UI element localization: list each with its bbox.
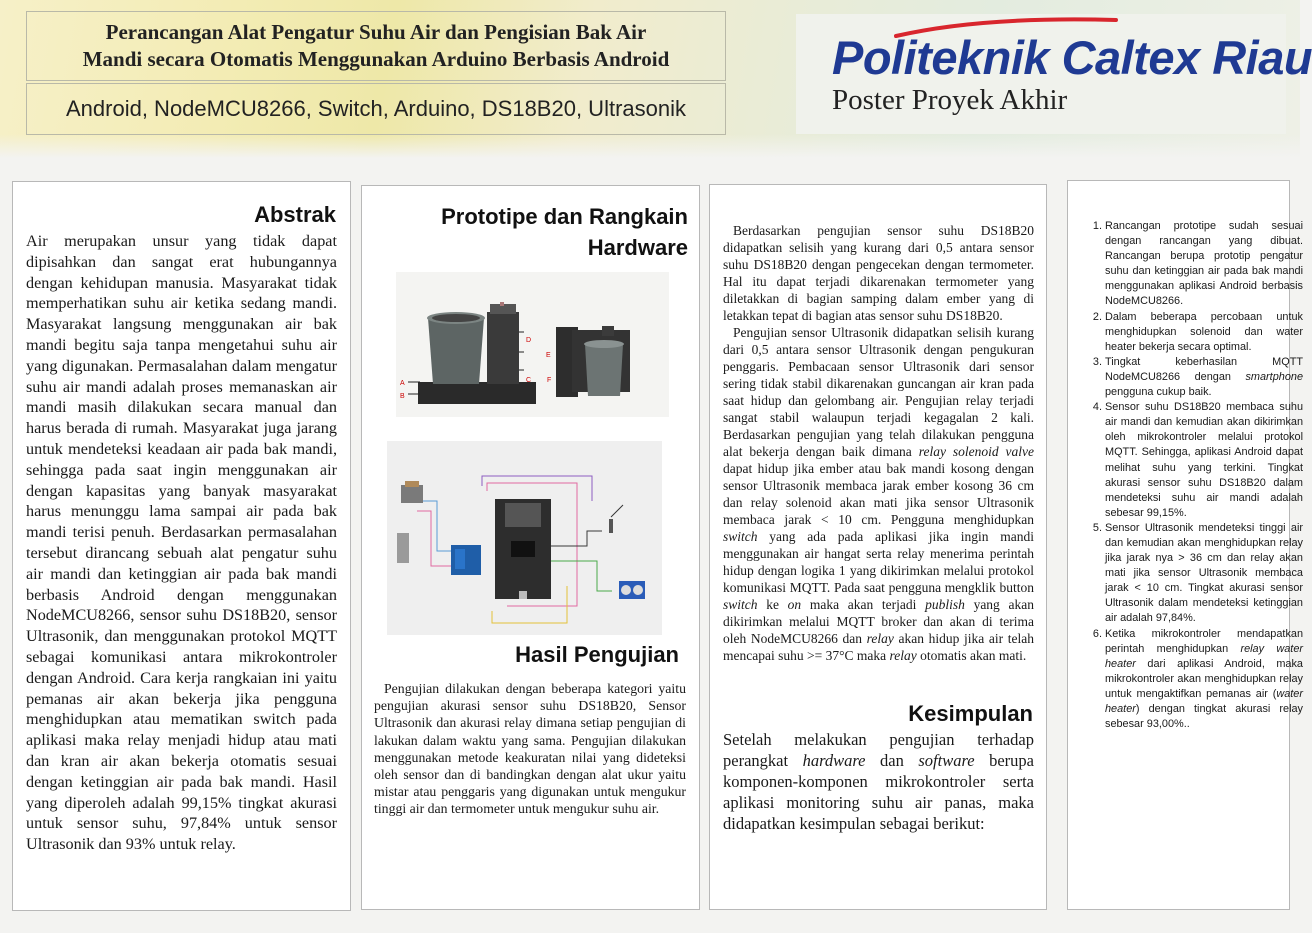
prototype-panel bbox=[361, 185, 700, 910]
discussion-text-segment: dapat hidup jika ember atau bak mandi kosong dengan sensor Ultrasonik membaca jarak ember kosong 36 cm dan relay solenoid akan mati jika sensor Ultrasonik membaca jarak < 10 cm. Pengguna menghidupkan bbox=[723, 461, 1034, 527]
list-text-segment: dari aplikasi Android, maka mikrokontroler akan menghidupkan relay untuk mengaktifkan pemanas air ( bbox=[1105, 657, 1303, 700]
italic-term: publish bbox=[925, 597, 965, 612]
italic-term: on bbox=[787, 597, 802, 612]
conclusion-text-segment: dan bbox=[865, 751, 919, 770]
list-item: 5. Sensor Ultrasonik mendeteksi tinggi air dan kemudian akan menghidupkan relay jika jarak nya > 36 cm dan relay akan mati jika sensor Ultrasonik membaca jarak < 10 cm. Tingkat akurasi sensor Ultrasonik dalam mendeteksi ketinggian air adalah 97,84%. bbox=[1105, 521, 1303, 627]
italic-term: switch bbox=[723, 529, 758, 544]
abstract-heading: Abstrak bbox=[254, 202, 336, 227]
discussion-text-segment: ke bbox=[757, 597, 788, 612]
discussion-text-segment: Pengujian sensor Ultrasonik didapatkan selisih kurang dari 0,5 antara sensor Ultrasonik dengan pengukuran penggaris. Pembacaan sensor Ultrasonik dari sensor sering tidak stabil dikarenakan guncangan air kran pada saat hidup dan gelombang air. Pengujian relay terjadi sangat stabil walaupun terjadi kegagalan 2 kali. Berdasarkan pengujian yang telah dilakukan pengguna alat bekerja dengan baik dimana bbox=[723, 325, 1034, 459]
discussion-text bbox=[723, 222, 1034, 664]
discussion-text-segment: maka akan terjadi bbox=[801, 597, 926, 612]
abstract-text: Air merupakan unsur yang tidak dapat dipisahkan dan sangat erat hubungannya dengan kehidupan manusia. Masyarakat tidak memperhatikan suhu air ketika sedang mandi. Masyarakat langsung menggunakan air bak mandi begitu saja tanpa mengetahui suhu air yang digunakan. Permasalahan dalam mengatur suhu air mandi adalah proses memanaskan air mandi masih dilakukan secara manual dan harus berada di rumah. Masyarakat juga jarang untuk mendeteksi keadaan air pada bak mandi, sehingga pada saat ingin menggunakan air dengan kapasitas yang banyak masyarakat harus menunggu lama sampai air pada bak mandi terisi penuh. Berdasarkan permasalahan tersebut dirancang sebuah alat pengatur suhu air mandi dan ketinggian air pada bak mandi berbasis Android dengan menggunakan NodeMCU8266, sensor suhu DS18B20, sensor Ultrasonik, dan menggunakan protokol MQTT sebagai komunikasi antara mikrokontroler dengan Android. Cara kerja rangkaian ini yaitu pemanas air akan bekerja jika pengguna menghidupkan atau mematikan switch pada aplikasi maka relay menjadi hidup atau mati dan kran air akan bekerja otomatis sesuai dengan ketinggian air pada bak mandi. Hasil yang diperoleh adalah 99,15% tingkat akurasi untuk sensor suhu, 97,84% untuk sensor Ultrasonik dan 93% untuk relay. bbox=[26, 232, 337, 854]
prototype-photo bbox=[396, 272, 669, 417]
prototype-photo-image bbox=[396, 272, 669, 417]
discussion-panel bbox=[709, 184, 1047, 910]
italic-term: relay water heater bbox=[1105, 642, 1304, 670]
discussion-text-segment: yang ada pada aplikasi jika ingin mandi menggunakan air hangat serta relay menerima perintah hidup dengan logika 1 yang dikirimkan melalui protokol komunikasi MQTT. Pada saat pengguna mengklik button bbox=[723, 529, 1034, 595]
conclusion-list bbox=[1078, 219, 1303, 732]
list-text-segment: ) dengan tingkat akurasi relay sebesar 93,00%.. bbox=[1105, 703, 1303, 731]
discussion-text-segment: akan hidup jika air telah mencapai suhu >= 37°C maka bbox=[723, 631, 1035, 663]
italic-term: switch bbox=[723, 597, 758, 612]
list-item: 1. Rancangan prototipe sudah sesuai dengan rancangan yang dibuat. Rancangan berupa prototip pengatur suhu dan ketinggian air pada bak mandi menggunakan aplikasi Android berbasis NodeMCU8266. bbox=[1105, 219, 1303, 310]
conclusion-text-segment: Setelah melakukan pengujian terhadap perangkat bbox=[723, 730, 1034, 770]
prototype-heading: Prototipe dan Rangkain Hardware bbox=[441, 204, 688, 260]
list-item bbox=[1105, 627, 1303, 733]
keywords: Android, NodeMCU8266, Switch, Arduino, DS18B20, Ultrasonik bbox=[66, 96, 686, 121]
conclusion-intro bbox=[723, 729, 1034, 834]
label-e: E bbox=[546, 352, 551, 359]
results-text: Pengujian dilakukan dengan beberapa kategori yaitu pengujian akurasi sensor suhu DS18B20, Sensor Ultrasonik dan akurasi relay dimana setiap pengujian di lakukan dalam waktu yang sama. Pengujian dilakukan menggunakan metode keakuratan nilai yang dideteksi oleh sensor dan di bandingkan dengan alat ukur yaitu mistar atau penggaris yang digunakan untuk mengukur tinggi air dan termometer untuk mengukur suhu air. bbox=[374, 681, 686, 817]
conclusion-text-segment: berupa komponen-komponen mikrokontroler serta aplikasi monitoring suhu air panas, maka didapatkan kesimpulan sebagai berikut: bbox=[723, 751, 1034, 833]
title-line-1: Perancangan Alat Pengatur Suhu Air dan Pengisian Bak Air bbox=[105, 20, 647, 44]
institution-logo bbox=[796, 14, 1312, 134]
italic-term: relay bbox=[866, 631, 894, 646]
list-text-segment: pengguna cukup baik. bbox=[1105, 386, 1212, 399]
discussion-text-segment: yang akan dikirimkan melalui MQTT broker dan akan di terima oleh NodeMCU8266 dan bbox=[723, 597, 1034, 646]
poster-title bbox=[26, 11, 726, 81]
keywords-box bbox=[26, 83, 726, 135]
results-heading: Hasil Pengujian bbox=[515, 642, 679, 667]
list-text-segment: Tingkat keberhasilan MQTT NodeMCU8266 dengan bbox=[1105, 355, 1303, 383]
label-a: A bbox=[400, 380, 405, 387]
italic-term: relay bbox=[889, 648, 917, 663]
institution-name: Politeknik Caltex Riau bbox=[832, 31, 1312, 84]
conclusion-list-panel bbox=[1067, 180, 1304, 910]
label-c: C bbox=[526, 377, 532, 384]
label-b: B bbox=[400, 393, 405, 400]
list-text-segment: Ketika mikrokontroler mendapatkan perintah menghidupkan bbox=[1105, 627, 1303, 655]
circuit-diagram-image bbox=[387, 441, 662, 635]
discussion-paragraph-1: Berdasarkan pengujian sensor suhu DS18B20 didapatkan selisih yang kurang dari 0,5 antara sensor suhu DS18B20 dengan pengecekan dengan termometer. Hal itu dapat terjadi dikarenakan termometer yang diletakkan di bagian samping dalam ember yang di letakkan tepat di bagian atas sensor suhu DS18B20. bbox=[723, 223, 1034, 323]
italic-term: software bbox=[918, 751, 975, 770]
abstract-panel bbox=[12, 181, 351, 911]
italic-term: water heater bbox=[1105, 687, 1303, 715]
italic-term: relay solenoid valve bbox=[918, 444, 1034, 459]
conclusion-heading: Kesimpulan bbox=[908, 701, 1033, 726]
discussion-text-segment: otomatis akan mati. bbox=[916, 648, 1027, 663]
italic-term: smartphone bbox=[1245, 370, 1303, 383]
discussion-paragraph-2 bbox=[723, 324, 1034, 664]
list-item: 2. Dalam beberapa percobaan untuk menghidupkan solenoid dan water heater bekerja secara optimal. bbox=[1105, 310, 1303, 355]
label-d: D bbox=[526, 337, 532, 344]
list-item: 4. Sensor suhu DS18B20 membaca suhu air mandi dan kemudian akan dikirimkan oleh mikrokontroler melalui protokol MQTT. Sehingga, aplikasi Android dapat melihat suhu yang terkini. Tingkat akurasi sensor suhu DS18B20 dalam mendeteksi suhu air mandi adalah sebesar 99,15%. bbox=[1105, 400, 1303, 521]
title-line-2: Mandi secara Otomatis Menggunakan Arduino Berbasis Android bbox=[82, 47, 670, 71]
label-f: F bbox=[547, 377, 552, 384]
circuit-diagram bbox=[387, 441, 662, 635]
list-item bbox=[1105, 355, 1303, 400]
italic-term: hardware bbox=[802, 751, 866, 770]
poster-subtitle: Poster Proyek Akhir bbox=[832, 84, 1068, 116]
